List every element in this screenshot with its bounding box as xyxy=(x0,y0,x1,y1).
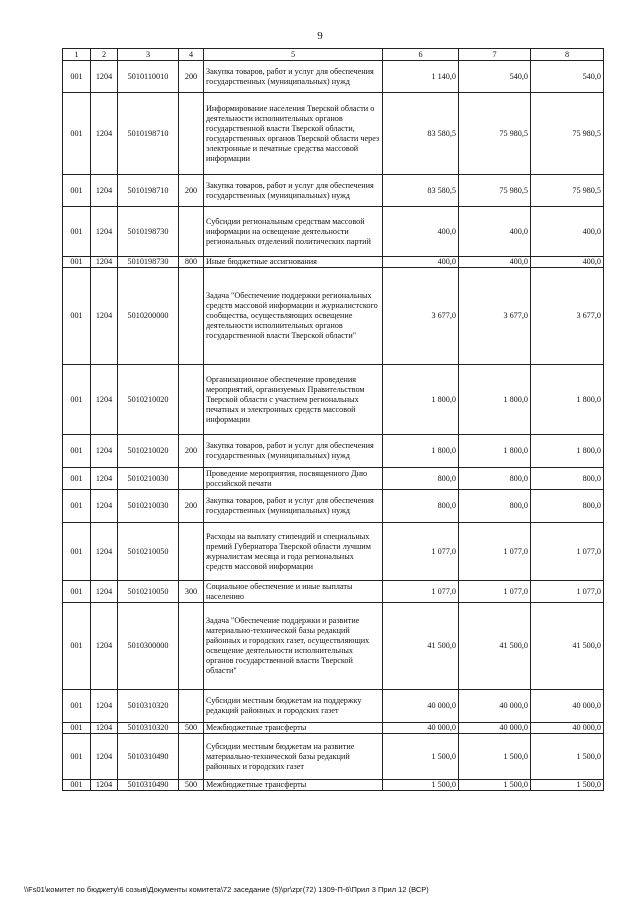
amount-col7-cell: 800,0 xyxy=(459,490,531,523)
amount-col7-cell: 1 077,0 xyxy=(459,581,531,603)
expense-type-cell: 200 xyxy=(179,175,204,207)
table-row xyxy=(63,268,604,365)
amount-col6-cell: 400,0 xyxy=(383,207,459,257)
amount-col6-cell: 40 000,0 xyxy=(383,723,459,734)
expense-type-cell: 200 xyxy=(179,435,204,468)
target-code-cell: 5010200000 xyxy=(118,268,179,365)
section-code-cell: 1204 xyxy=(91,603,118,690)
amount-col6-cell: 40 000,0 xyxy=(383,690,459,723)
amount-col6-cell: 800,0 xyxy=(383,490,459,523)
header-cell: 3 xyxy=(118,49,179,61)
table-row xyxy=(63,175,604,207)
section-code-cell: 1204 xyxy=(91,780,118,791)
target-code-cell: 5010198710 xyxy=(118,175,179,207)
amount-col6-cell: 1 800,0 xyxy=(383,435,459,468)
amount-col8-cell: 40 000,0 xyxy=(531,690,604,723)
section-code-cell: 1204 xyxy=(91,690,118,723)
section-code-cell: 1204 xyxy=(91,93,118,175)
table-row xyxy=(63,61,604,93)
expense-type-cell: 800 xyxy=(179,257,204,268)
admin-code-cell: 001 xyxy=(63,61,91,93)
amount-col7-cell: 75 980,5 xyxy=(459,93,531,175)
amount-col8-cell: 75 980,5 xyxy=(531,93,604,175)
amount-col7-cell: 1 500,0 xyxy=(459,780,531,791)
section-code-cell: 1204 xyxy=(91,268,118,365)
item-name-cell: Организационное обеспечение проведения мероприятий, организуемых Правительством Тверской области с участием региональных печатных и электронных средств массовой информации xyxy=(204,365,383,435)
page-number: 9 xyxy=(317,30,323,42)
section-code-cell: 1204 xyxy=(91,734,118,780)
budget-table xyxy=(62,48,604,791)
item-name-cell: Субсидии местным бюджетам на поддержку редакций районных и городских газет xyxy=(204,690,383,723)
item-name-cell: Проведение мероприятия, посвященного Дню российской печати xyxy=(204,468,383,490)
amount-col6-cell: 1 077,0 xyxy=(383,523,459,581)
amount-col8-cell: 41 500,0 xyxy=(531,603,604,690)
amount-col7-cell: 40 000,0 xyxy=(459,690,531,723)
admin-code-cell: 001 xyxy=(63,268,91,365)
expense-type-cell xyxy=(179,207,204,257)
target-code-cell: 5010198730 xyxy=(118,257,179,268)
table-row xyxy=(63,581,604,603)
table-row xyxy=(63,435,604,468)
section-code-cell: 1204 xyxy=(91,175,118,207)
item-name-cell: Закупка товаров, работ и услуг для обеспечения государственных (муниципальных) нужд xyxy=(204,61,383,93)
section-code-cell: 1204 xyxy=(91,468,118,490)
amount-col8-cell: 1 077,0 xyxy=(531,581,604,603)
item-name-cell: Расходы на выплату стипендий и специальных премий Губернатора Тверской области лучшим журналистам месяца и года региональных средств массовой информации xyxy=(204,523,383,581)
target-code-cell: 5010310320 xyxy=(118,723,179,734)
amount-col8-cell: 800,0 xyxy=(531,468,604,490)
amount-col8-cell: 540,0 xyxy=(531,61,604,93)
item-name-cell: Межбюджетные трансферты xyxy=(204,780,383,791)
header-cell: 1 xyxy=(63,49,91,61)
table-row xyxy=(63,523,604,581)
admin-code-cell: 001 xyxy=(63,690,91,723)
section-code-cell: 1204 xyxy=(91,365,118,435)
amount-col8-cell: 400,0 xyxy=(531,257,604,268)
admin-code-cell: 001 xyxy=(63,581,91,603)
amount-col7-cell: 1 500,0 xyxy=(459,734,531,780)
item-name-cell: Задача "Обеспечение поддержки и развитие материально-технической базы редакций районных и городских газет, осуществляющих освещение деятельности исполнительных органов государственной власти Тверской области" xyxy=(204,603,383,690)
table-row xyxy=(63,690,604,723)
admin-code-cell: 001 xyxy=(63,468,91,490)
amount-col7-cell: 800,0 xyxy=(459,468,531,490)
target-code-cell: 5010310490 xyxy=(118,780,179,791)
amount-col7-cell: 3 677,0 xyxy=(459,268,531,365)
amount-col7-cell: 400,0 xyxy=(459,207,531,257)
admin-code-cell: 001 xyxy=(63,734,91,780)
target-code-cell: 5010210030 xyxy=(118,490,179,523)
target-code-cell: 5010210050 xyxy=(118,523,179,581)
item-name-cell: Информирование населения Тверской области о деятельности исполнительных органов государственной власти Тверской области, государственных органов Тверской области через электронные и печатные средства массовой информации xyxy=(204,93,383,175)
target-code-cell: 5010210050 xyxy=(118,581,179,603)
admin-code-cell: 001 xyxy=(63,523,91,581)
file-path-footer: \\Fs01\комитет по бюджету\6 созыв\Документы комитета\72 заседание (5)\рг\zрг(72) 1309-П-6\Прил 3 Прил 12 (ВСР) xyxy=(24,885,429,894)
item-name-cell: Иные бюджетные ассигнования xyxy=(204,257,383,268)
amount-col8-cell: 1 800,0 xyxy=(531,435,604,468)
item-name-cell: Закупка товаров, работ и услуг для обеспечения государственных (муниципальных) нужд xyxy=(204,435,383,468)
admin-code-cell: 001 xyxy=(63,490,91,523)
table-row xyxy=(63,780,604,791)
item-name-cell: Закупка товаров, работ и услуг для обеспечения государственных (муниципальных) нужд xyxy=(204,490,383,523)
table-row xyxy=(63,257,604,268)
amount-col6-cell: 800,0 xyxy=(383,468,459,490)
amount-col8-cell: 75 980,5 xyxy=(531,175,604,207)
table-row xyxy=(63,603,604,690)
amount-col6-cell: 83 580,5 xyxy=(383,175,459,207)
expense-type-cell: 300 xyxy=(179,581,204,603)
amount-col6-cell: 1 800,0 xyxy=(383,365,459,435)
amount-col7-cell: 75 980,5 xyxy=(459,175,531,207)
header-cell: 8 xyxy=(531,49,604,61)
section-code-cell: 1204 xyxy=(91,723,118,734)
table-row xyxy=(63,734,604,780)
amount-col6-cell: 41 500,0 xyxy=(383,603,459,690)
item-name-cell: Субсидии региональным средствам массовой информации на освещение деятельности региональных отделений политических партий xyxy=(204,207,383,257)
header-cell: 7 xyxy=(459,49,531,61)
amount-col8-cell: 800,0 xyxy=(531,490,604,523)
header-cell: 6 xyxy=(383,49,459,61)
amount-col6-cell: 1 500,0 xyxy=(383,780,459,791)
expense-type-cell: 200 xyxy=(179,61,204,93)
section-code-cell: 1204 xyxy=(91,490,118,523)
expense-type-cell: 500 xyxy=(179,723,204,734)
amount-col6-cell: 3 677,0 xyxy=(383,268,459,365)
admin-code-cell: 001 xyxy=(63,723,91,734)
amount-col7-cell: 1 800,0 xyxy=(459,435,531,468)
target-code-cell: 5010210020 xyxy=(118,365,179,435)
item-name-cell: Социальное обеспечение и иные выплаты населению xyxy=(204,581,383,603)
item-name-cell: Межбюджетные трансферты xyxy=(204,723,383,734)
header-cell: 4 xyxy=(179,49,204,61)
admin-code-cell: 001 xyxy=(63,175,91,207)
expense-type-cell xyxy=(179,468,204,490)
item-name-cell: Задача "Обеспечение поддержки региональных средств массовой информации и журналистского сообщества, осуществляющих освещение деятельности исполнительных органов государственной власти Тверской области" xyxy=(204,268,383,365)
target-code-cell: 5010110010 xyxy=(118,61,179,93)
section-code-cell: 1204 xyxy=(91,435,118,468)
item-name-cell: Закупка товаров, работ и услуг для обеспечения государственных (муниципальных) нужд xyxy=(204,175,383,207)
amount-col8-cell: 1 500,0 xyxy=(531,780,604,791)
amount-col7-cell: 1 800,0 xyxy=(459,365,531,435)
amount-col6-cell: 1 140,0 xyxy=(383,61,459,93)
section-code-cell: 1204 xyxy=(91,61,118,93)
table-row xyxy=(63,468,604,490)
amount-col6-cell: 83 580,5 xyxy=(383,93,459,175)
amount-col8-cell: 1 500,0 xyxy=(531,734,604,780)
admin-code-cell: 001 xyxy=(63,780,91,791)
target-code-cell: 5010310320 xyxy=(118,690,179,723)
admin-code-cell: 001 xyxy=(63,365,91,435)
amount-col7-cell: 540,0 xyxy=(459,61,531,93)
target-code-cell: 5010198710 xyxy=(118,93,179,175)
admin-code-cell: 001 xyxy=(63,93,91,175)
expense-type-cell xyxy=(179,268,204,365)
expense-type-cell: 500 xyxy=(179,780,204,791)
expense-type-cell xyxy=(179,365,204,435)
amount-col8-cell: 40 000,0 xyxy=(531,723,604,734)
table-row xyxy=(63,365,604,435)
amount-col7-cell: 1 077,0 xyxy=(459,523,531,581)
expense-type-cell xyxy=(179,93,204,175)
expense-type-cell: 200 xyxy=(179,490,204,523)
expense-type-cell xyxy=(179,523,204,581)
admin-code-cell: 001 xyxy=(63,207,91,257)
target-code-cell: 5010300000 xyxy=(118,603,179,690)
amount-col6-cell: 1 077,0 xyxy=(383,581,459,603)
section-code-cell: 1204 xyxy=(91,523,118,581)
expense-type-cell xyxy=(179,603,204,690)
header-cell: 2 xyxy=(91,49,118,61)
expense-type-cell xyxy=(179,734,204,780)
item-name-cell: Субсидии местным бюджетам на развитие материально-технической базы редакций районных и городских газет xyxy=(204,734,383,780)
amount-col8-cell: 1 077,0 xyxy=(531,523,604,581)
target-code-cell: 5010210030 xyxy=(118,468,179,490)
header-row xyxy=(63,49,604,61)
amount-col8-cell: 3 677,0 xyxy=(531,268,604,365)
admin-code-cell: 001 xyxy=(63,257,91,268)
target-code-cell: 5010198730 xyxy=(118,207,179,257)
header-cell: 5 xyxy=(204,49,383,61)
table-row xyxy=(63,93,604,175)
target-code-cell: 5010310490 xyxy=(118,734,179,780)
section-code-cell: 1204 xyxy=(91,207,118,257)
amount-col6-cell: 400,0 xyxy=(383,257,459,268)
admin-code-cell: 001 xyxy=(63,435,91,468)
admin-code-cell: 001 xyxy=(63,603,91,690)
table-row xyxy=(63,490,604,523)
amount-col7-cell: 40 000,0 xyxy=(459,723,531,734)
section-code-cell: 1204 xyxy=(91,581,118,603)
expense-type-cell xyxy=(179,690,204,723)
table-row xyxy=(63,207,604,257)
section-code-cell: 1204 xyxy=(91,257,118,268)
amount-col6-cell: 1 500,0 xyxy=(383,734,459,780)
amount-col7-cell: 400,0 xyxy=(459,257,531,268)
amount-col7-cell: 41 500,0 xyxy=(459,603,531,690)
amount-col8-cell: 1 800,0 xyxy=(531,365,604,435)
target-code-cell: 5010210020 xyxy=(118,435,179,468)
amount-col8-cell: 400,0 xyxy=(531,207,604,257)
table-row xyxy=(63,723,604,734)
